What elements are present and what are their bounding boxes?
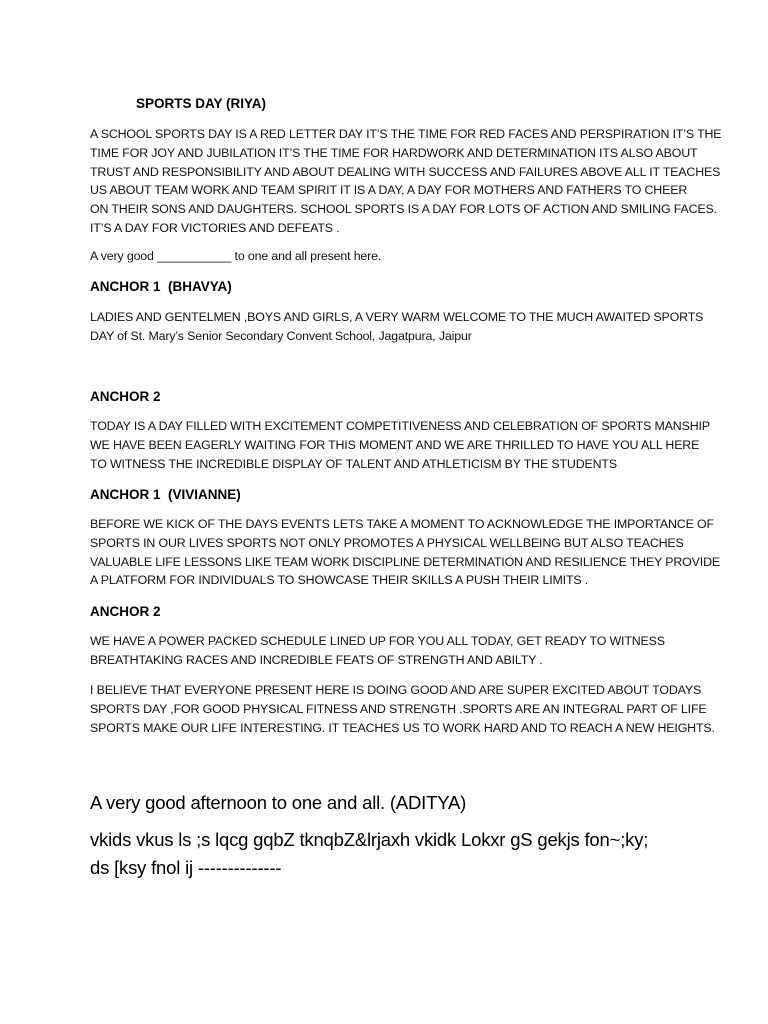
section-paragraph-anchor-2-second [90, 632, 690, 670]
paragraph-line: SPORTS MAKE OUR LIFE INTERESTING. IT TEACHES US TO WORK HARD AND TO REACH A NEW HEIGHTS. [90, 720, 715, 735]
section-heading-anchor-1-bhavya: ANCHOR 1 (BHAVYA) [90, 279, 232, 294]
paragraph-line: TO WITNESS THE INCREDIBLE DISPLAY OF TALENT AND ATHLETICISM BY THE STUDENTS [90, 456, 617, 471]
paragraph-line: VALUABLE LIFE LESSONS LIKE TEAM WORK DISCIPLINE DETERMINATION AND RESILIENCE THEY PROVIDE [90, 554, 720, 569]
paragraph-line: DAY of St. Mary’s Senior Secondary Convent School, Jagatpura, Jaipur [90, 328, 472, 343]
closing-paragraph [90, 681, 715, 737]
intro-line: IT’S A DAY FOR VICTORIES AND DEFEATS . [90, 220, 340, 235]
section-heading-anchor-2-second: ANCHOR 2 [90, 604, 161, 619]
intro-paragraph [90, 125, 722, 238]
intro-line: TIME FOR JOY AND JUBILATION IT’S THE TIME FOR HARDWORK AND DETERMINATION ITS ALSO ABOUT [90, 145, 698, 160]
aditya-greeting [90, 789, 466, 817]
paragraph-line: A PLATFORM FOR INDIVIDUALS TO SHOWCASE THEIR SKILLS A PUSH THEIR LIMITS . [90, 573, 589, 588]
paragraph-line: LADIES AND GENTELMEN ,BOYS AND GIRLS, A VERY WARM WELCOME TO THE MUCH AWAITED SPORTS [90, 310, 704, 324]
hindi-line: vkids vkus ls ;s lqcg gqbZ tknqbZ&lrjaxh vkidk Lokxr gS gekjs fon~;ky; [90, 829, 649, 850]
section-paragraph-anchor-1-bhavya [90, 308, 704, 346]
paragraph-line: BEFORE WE KICK OF THE DAYS EVENTS LETS TAKE A MOMENT TO ACKNOWLEDGE THE IMPORTANCE OF [90, 517, 714, 531]
section-heading-anchor-1-vivianne: ANCHOR 1 (VIVIANNE) [90, 487, 241, 502]
paragraph-line: WE HAVE A POWER PACKED SCHEDULE LINED UP FOR YOU ALL TODAY, GET READY TO WITNESS [90, 634, 665, 648]
paragraph-line: BREATHTAKING RACES AND INCREDIBLE FEATS OF STRENGTH AND ABILTY . [90, 652, 543, 667]
document-title: SPORTS DAY (RIYA) [136, 96, 267, 111]
paragraph-line: WE HAVE BEEN EAGERLY WAITING FOR THIS MOMENT AND WE ARE THRILLED TO HAVE YOU ALL HERE [90, 437, 700, 452]
hindi-line: ds [ksy fnol ij -------------- [90, 857, 282, 878]
paragraph-line: I BELIEVE THAT EVERYONE PRESENT HERE IS DOING GOOD AND ARE SUPER EXCITED ABOUT TODAYS [90, 683, 702, 697]
section-paragraph-anchor-1-vivianne [90, 515, 720, 590]
intro-line: A SCHOOL SPORTS DAY IS A RED LETTER DAY IT’S THE TIME FOR RED FACES AND PERSPIRATION IT’S THE [90, 127, 722, 141]
paragraph-line: TODAY IS A DAY FILLED WITH EXCITEMENT COMPETITIVENESS AND CELEBRATION OF SPORTS MANSHIP [90, 419, 710, 433]
greeting-line [90, 247, 690, 266]
paragraph-line: SPORTS DAY ,FOR GOOD PHYSICAL FITNESS AND STRENGTH .SPORTS ARE AN INTEGRAL PART OF LIFE [90, 701, 707, 716]
intro-line: ON THEIR SONS AND DAUGHTERS. SCHOOL SPORTS IS A DAY FOR LOTS OF ACTION AND SMILING FACES. [90, 202, 717, 217]
hindi-paragraph [90, 826, 648, 882]
greeting-text: A very good ___________ to one and all present here. [90, 249, 382, 263]
intro-line: US ABOUT TEAM WORK AND TEAM SPIRIT IT IS A DAY, A DAY FOR MOTHERS AND FATHERS TO CHEER [90, 183, 688, 198]
paragraph-line: SPORTS IN OUR LIVES SPORTS NOT ONLY PROMOTES A PHYSICAL WELLBEING BUT ALSO TEACHES [90, 535, 684, 550]
aditya-line: A very good afternoon to one and all. (ADITYA) [90, 792, 467, 813]
intro-line: TRUST AND RESPONSIBILITY AND ABOUT DEALING WITH SUCCESS AND FAILURES ABOVE ALL IT TEACHES [90, 164, 721, 179]
section-heading-anchor-2: ANCHOR 2 [90, 389, 161, 404]
section-paragraph-anchor-2 [90, 417, 710, 473]
